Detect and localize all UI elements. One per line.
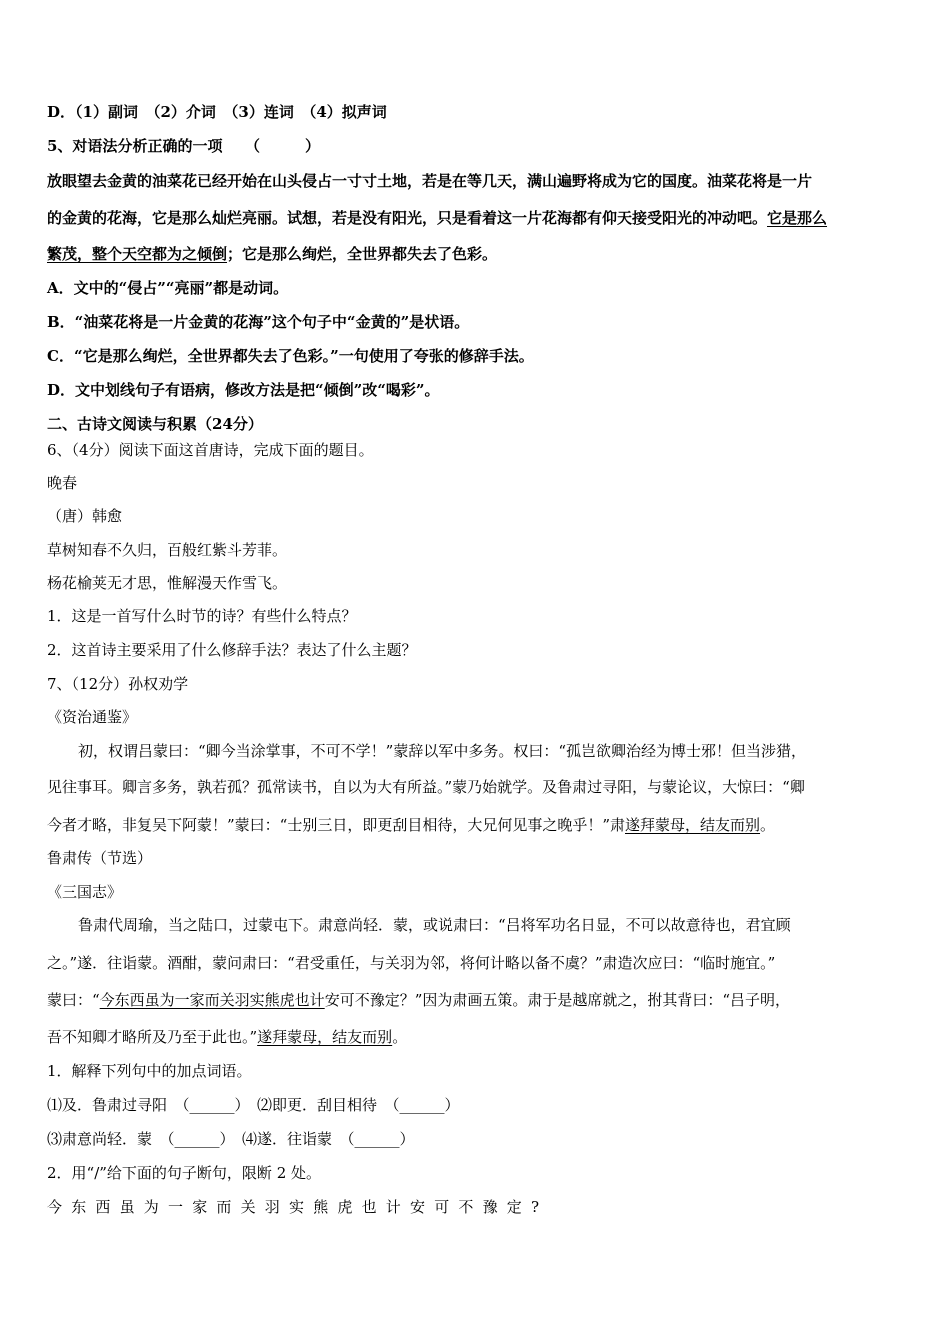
q7-text2-line-3-text: 蒙曰：“ xyxy=(47,991,100,1009)
q7-sub2-stem: 2．用“/”给下面的句子断句，限断 2 处。 xyxy=(47,1164,322,1182)
q7-text2-underlined: 遂拜蒙母，结友而别 xyxy=(257,1028,393,1046)
poem-line-2: 杨花榆荚无才思，惟解漫天作雪飞。 xyxy=(47,574,288,592)
q7-text2-line-4-end: 。 xyxy=(392,1028,408,1046)
q7-stem: 7、（12分）孙权劝学 xyxy=(47,675,189,693)
q7-text2-line-3 xyxy=(47,990,790,1010)
q7-text2-line-4 xyxy=(47,1027,407,1047)
q6-question-2: 2．这首诗主要采用了什么修辞手法？表达了什么主题？ xyxy=(47,641,417,659)
q4-option-d: D．（1）副词 （2）介词 （3）连词 （4）拟声词 xyxy=(47,103,387,121)
q5-underlined-sentence-start: 它是那么 xyxy=(767,209,828,227)
poem-title: 晚春 xyxy=(47,474,78,492)
q7-text1-line-3-end: 。 xyxy=(760,816,776,834)
q7-sub2-sentence: 今东西虽为一家而关羽实熊虎也计安可不豫定? xyxy=(47,1198,549,1216)
q7-text2-line-1: 鲁肃代周瑜，当之陆口，过蒙屯下。肃意尚轻．蒙，或说肃曰：“吕将军功名日显，不可以故意待也，君宜顾 xyxy=(78,916,791,934)
q7-source-2: 《三国志》 xyxy=(47,883,123,901)
poem-line-1: 草树知春不久归，百般红紫斗芳菲。 xyxy=(47,541,288,559)
q7-text1-line-3 xyxy=(47,815,775,835)
q5-option-d: D．文中划线句子有语病，修改方法是把“倾倒”改“喝彩”。 xyxy=(47,381,440,399)
q7-sub1-row-2: ⑶肃意尚轻．蒙 （______） ⑷遂．往诣蒙 （______） xyxy=(47,1130,415,1148)
q7-text2-line-3-end: 安可不豫定？”因为肃画五策。肃于是越席就之，拊其背曰：“吕子明， xyxy=(324,991,791,1009)
q6-question-1: 1．这是一首写什么时节的诗？有些什么特点？ xyxy=(47,607,357,625)
q7-sub1-stem: 1．解释下列句中的加点词语。 xyxy=(47,1062,252,1080)
q5-passage-line-1: 放眼望去金黄的油菜花已经开始在山头侵占一寸寸土地，若是在等几天，满山遍野将成为它的国度。油菜花将是一片 xyxy=(47,172,813,190)
q7-source-1: 《资治通鉴》 xyxy=(47,708,138,726)
poem-author: （唐）韩愈 xyxy=(47,507,123,525)
q7-text1-line-2: 见往事耳。卿言多务，孰若孤？孤常读书，自以为大有所益。”蒙乃始就学。及鲁肃过寻阳，与蒙论议，大惊曰：“卿 xyxy=(47,778,805,796)
q5-option-b: B．“油菜花将是一片金黄的花海”这个句子中“金黄的”是状语。 xyxy=(47,313,470,331)
q5-passage-line-2-text: 的金黄的花海，它是那么灿烂亮丽。试想，若是没有阳光，只是看着这一片花海都有仰天接受阳光的冲动吧。 xyxy=(47,209,768,227)
q5-option-c: C．“它是那么绚烂，全世界都失去了色彩。”一句使用了夸张的修辞手法。 xyxy=(47,347,534,365)
q5-option-a: A．文中的“侵占”“亮丽”都是动词。 xyxy=(47,279,289,297)
q7-sub1-row-1: ⑴及．鲁肃过寻阳 （______） ⑵即更．刮目相待 （______） xyxy=(47,1096,460,1114)
q7-title-2: 鲁肃传（节选） xyxy=(47,849,153,867)
q7-text1-line-1: 初，权谓吕蒙曰：“卿今当涂掌事，不可不学！”蒙辞以军中多务。权曰：“孤岂欲卿治经为博士邪！但当涉猎， xyxy=(78,742,807,760)
q5-passage-line-2 xyxy=(47,208,827,228)
q5-underlined-sentence-end: 繁茂，整个天空都为之倾倒 xyxy=(47,245,228,263)
q5-stem: 5、对语法分析正确的一项 （ ） xyxy=(47,137,320,155)
q7-text1-underlined: 遂拜蒙母，结友而别 xyxy=(625,816,761,834)
q7-text2-line-2: 之。”遂．往诣蒙。酒酣，蒙问肃曰：“君受重任，与关羽为邻，将何计略以备不虞？”肃造次应曰：“临时施宜。” xyxy=(47,954,776,972)
q5-passage-line-3 xyxy=(47,244,497,264)
q5-passage-line-3-text: ；它是那么绚烂，全世界都失去了色彩。 xyxy=(227,245,498,263)
q6-stem: 6、（4分）阅读下面这首唐诗，完成下面的题目。 xyxy=(47,441,374,459)
section-2-title: 二、古诗文阅读与积累（24分） xyxy=(47,415,263,433)
q7-text2-underlined-sentence: 今东西虽为一家而关羽实熊虎也计 xyxy=(99,991,325,1009)
q7-text1-line-3-text: 今者才略，非复吴下阿蒙！”蒙曰：“士别三日，即更刮目相待，大兄何见事之晚乎！”肃 xyxy=(47,816,626,834)
q7-text2-line-4-text: 吾不知卿才略所及乃至于此也。” xyxy=(47,1028,258,1046)
